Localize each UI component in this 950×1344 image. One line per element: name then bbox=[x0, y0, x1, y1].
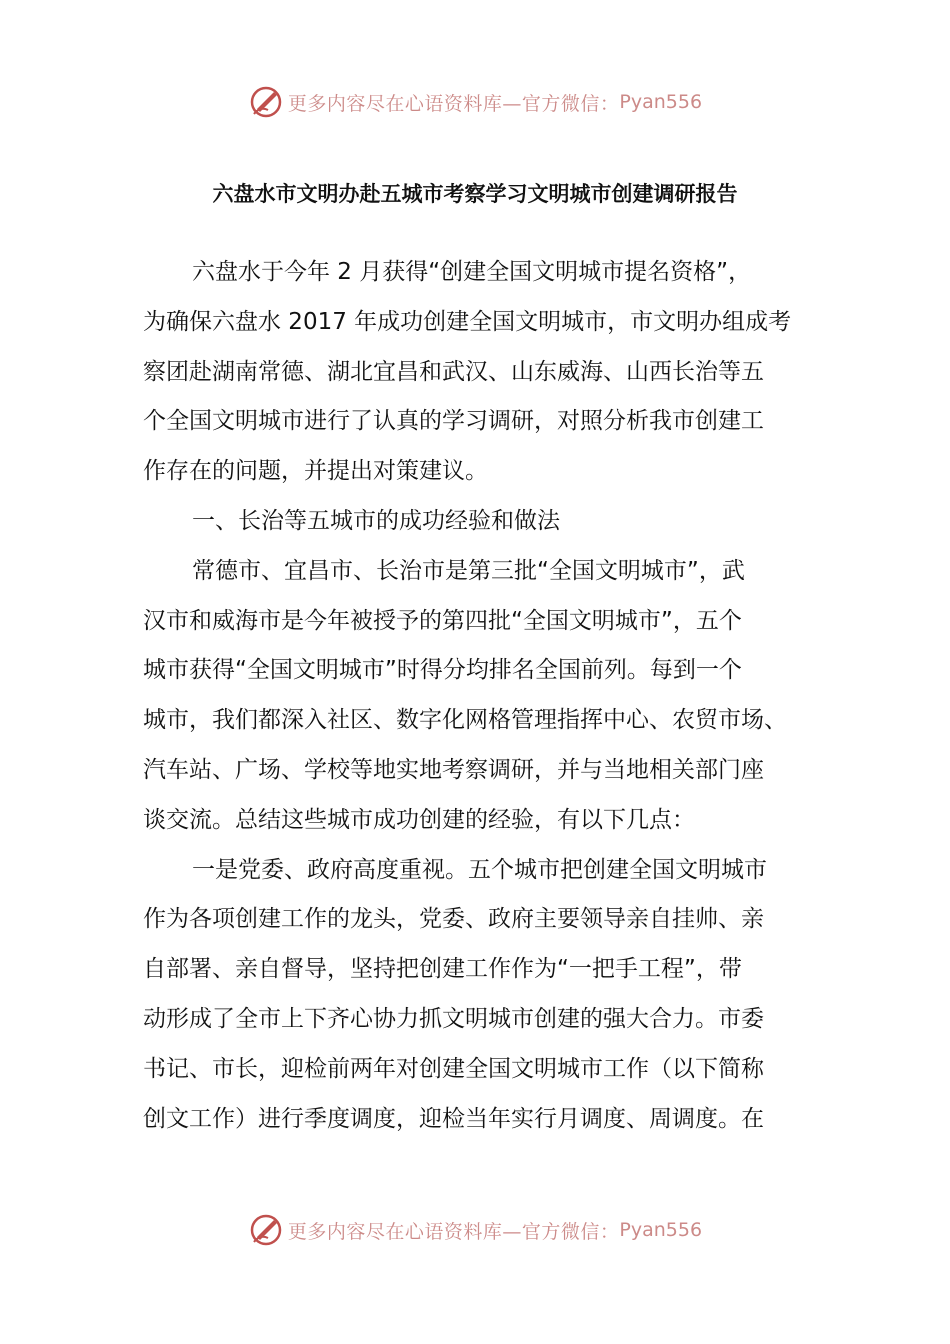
watermark-text: 更多内容尽在心语资料库—官方微信： bbox=[287, 1220, 620, 1243]
text-line: 个全国文明城市进行了认真的学习调研，对照分析我市创建工 bbox=[143, 408, 764, 435]
text-line: 常德市、宜昌市、长治市是第三批“全国文明城市”，武 bbox=[192, 557, 745, 584]
text-line: 书记、市长，迎检前两年对创建全国文明城市工作（以下简称 bbox=[143, 1055, 764, 1082]
pen-logo-icon bbox=[248, 84, 284, 120]
text-line: 汉市和威海市是今年被授予的第四批“全国文明城市”，五个 bbox=[143, 607, 742, 634]
watermark-text: 更多内容尽在心语资料库—官方微信： bbox=[287, 92, 620, 115]
text-line: 城市，我们都深入社区、数字化网格管理指挥中心、农贸市场、 bbox=[143, 707, 787, 734]
pen-logo-icon bbox=[248, 1212, 284, 1248]
text-line: 城市获得“全国文明城市”时得分均排名全国前列。每到一个 bbox=[143, 657, 742, 684]
watermark-header bbox=[0, 82, 950, 122]
text-line: 察团赴湖南常德、湖北宜昌和武汉、山东威海、山西长治等五 bbox=[143, 358, 764, 385]
text-line: 动形成了全市上下齐心协力抓文明城市创建的强大合力。市委 bbox=[143, 1005, 764, 1032]
text-line: 作存在的问题，并提出对策建议。 bbox=[143, 458, 488, 485]
watermark-footer bbox=[0, 1210, 950, 1250]
text-line: 一是党委、政府高度重视。五个城市把创建全国文明城市 bbox=[192, 856, 767, 883]
watermark-wechat-id: Pyan556 bbox=[619, 91, 703, 113]
document-title: 六盘水市文明办赴五城市考察学习文明城市创建调研报告 bbox=[212, 182, 738, 206]
text-line: 作为各项创建工作的龙头，党委、政府主要领导亲自挂帅、亲 bbox=[143, 906, 764, 933]
text-line: 六盘水于今年 2 月获得“创建全国文明城市提名资格”， bbox=[192, 259, 752, 285]
text-line: 创文工作）进行季度调度，迎检当年实行月调度、周调度。在 bbox=[143, 1105, 764, 1132]
text-line: 汽车站、广场、学校等地实地考察调研，并与当地相关部门座 bbox=[143, 756, 764, 783]
text-line: 为确保六盘水 2017 年成功创建全国文明城市，市文明办组成考 bbox=[143, 308, 792, 335]
text-line: 自部署、亲自督导，坚持把创建工作作为“一把手工程”，带 bbox=[143, 956, 742, 983]
watermark-wechat-id: Pyan556 bbox=[619, 1219, 703, 1241]
text-line: 一、长治等五城市的成功经验和做法 bbox=[192, 507, 560, 534]
text-line: 谈交流。总结这些城市成功创建的经验，有以下几点： bbox=[143, 806, 695, 833]
document-body bbox=[143, 248, 823, 1144]
